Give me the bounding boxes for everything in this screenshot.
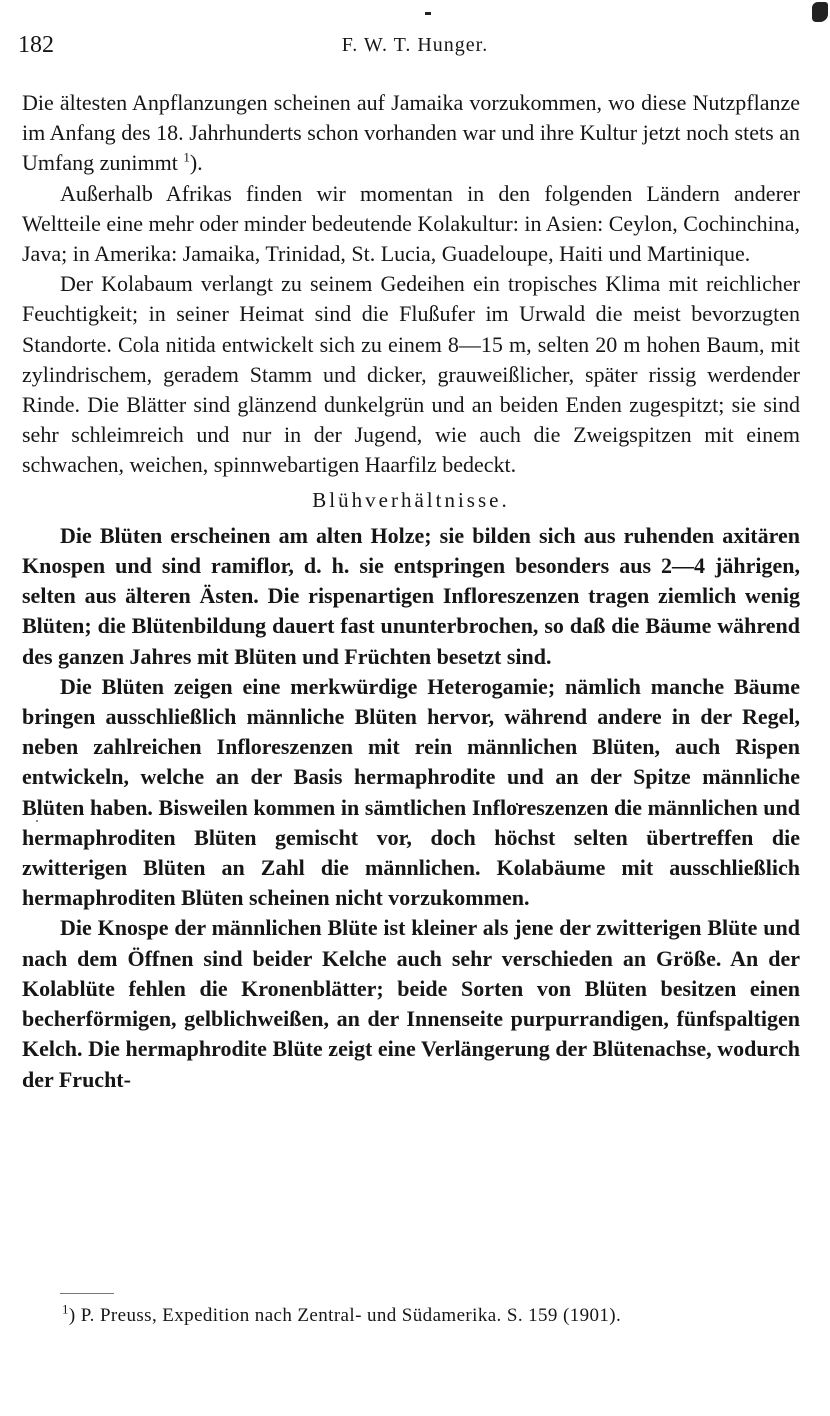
- paragraph: Die Knospe der männlichen Blüte ist kleiner als jene der zwitterigen Blüte und nach dem Öffnen sind beider Kelche auch sehr verschieden an Größe. An der Kolablüte fehlen die Kronenblätter; beide Sorten von Blüten besitzen einen becherförmigen, gelblichweißen, an der Innenseite purpurrandigen, fünfspaltigen Kelch. Die hermaphrodite Blüte zeigt eine Verlängerung der Blütenachse, wodurch der Frucht-: [22, 915, 800, 1092]
- section-body: [22, 521, 800, 1095]
- paragraph: [22, 88, 800, 179]
- paragraph: Die Blüten zeigen eine merkwürdige Heterogamie; nämlich manche Bäume bringen ausschließlich männliche Blüten hervor, während andere in der Regel, neben zahlreichen Infloreszenzen mit rein männlichen Blüten, auch Rispen entwickeln, welche an der Basis hermaphrodite und an der Spitze männliche Blüten haben. Bisweilen kommen in sämtlichen Infloreszenzen die männlichen und hermaphroditen Blüten gemischt vor, doch höchst selten übertreffen die zwitterigen Blüten an Zahl die männlichen. Kolabäume mit ausschließlich hermaphroditen Blüten scheinen nicht vorzukommen.: [22, 673, 800, 911]
- footnote: [62, 1303, 822, 1329]
- print-speck: [425, 12, 431, 15]
- paragraph-text: Die ältesten Anpflanzungen scheinen auf Jamaika vorzukommen, wo diese Nutzpflanze im Anfang des 18. Jahrhunderts schon vorhanden war und ihre Kultur jetzt noch stets an Umfang zunimmt: [22, 90, 800, 176]
- paragraph-text: ).: [189, 150, 203, 176]
- footnote-reference: 1: [183, 150, 190, 166]
- paragraph: Die Blüten erscheinen am alten Holze; sie bilden sich aus ruhenden axitären Knospen und sind ramiflor, d. h. sie entspringen besonders aus 2—4 jährigen, selten aus älteren Ästen. Die rispenartigen Infloreszenzen tragen ziemlich wenig Blüten; die Blütenbildung dauert fast ununterbrochen, so daß die Bäume während des ganzen Jahres mit Blüten und Früchten besetzt sind.: [22, 522, 800, 669]
- paragraph: Außerhalb Afrikas finden wir momentan in den folgenden Ländern anderer Weltteile eine mehr oder minder bedeutende Kolakultur: in Asien: Ceylon, Cochinchina, Java; in Amerika: Jamaika, Trinidad, St. Lucia, Guadeloupe, Haiti und Martinique.: [22, 180, 800, 267]
- running-head: [18, 32, 812, 62]
- footnote-marker-paren: ): [68, 1305, 76, 1326]
- paragraph: Der Kolabaum verlangt zu seinem Gedeihen ein tropisches Klima mit reichlicher Feuchtigkeit; in seiner Heimat sind die Flußufer im Urwald die meist bevorzugten Standorte. Cola nitida entwickelt sich zu einem 8—15 m, selten 20 m hohen Baum, mit zylindrischem, geradem Stamm und dicker, grauweißlicher, später rissig werdender Rinde. Die Blätter sind glänzend dunkelgrün und an beiden Enden zugespitzt; sie sind sehr schleimreich und nur in der Jugend, wie auch die Zweigspitzen mit einem schwachen, weichen, spinnwebartigen Haarfilz bedeckt.: [22, 271, 800, 478]
- page-body: [22, 88, 800, 1095]
- footnote-text: P. Preuss, Expedition nach Zentral- und Südamerika. S. 159 (1901).: [80, 1305, 622, 1326]
- footnote-marker: 1: [62, 1301, 69, 1317]
- ink-blot: [812, 2, 828, 22]
- running-title: F. W. T. Hunger.: [341, 34, 489, 56]
- footnote-rule: [60, 1293, 114, 1294]
- section-heading: Blühverhältnisse.: [312, 487, 510, 512]
- page-number: 182: [18, 32, 54, 58]
